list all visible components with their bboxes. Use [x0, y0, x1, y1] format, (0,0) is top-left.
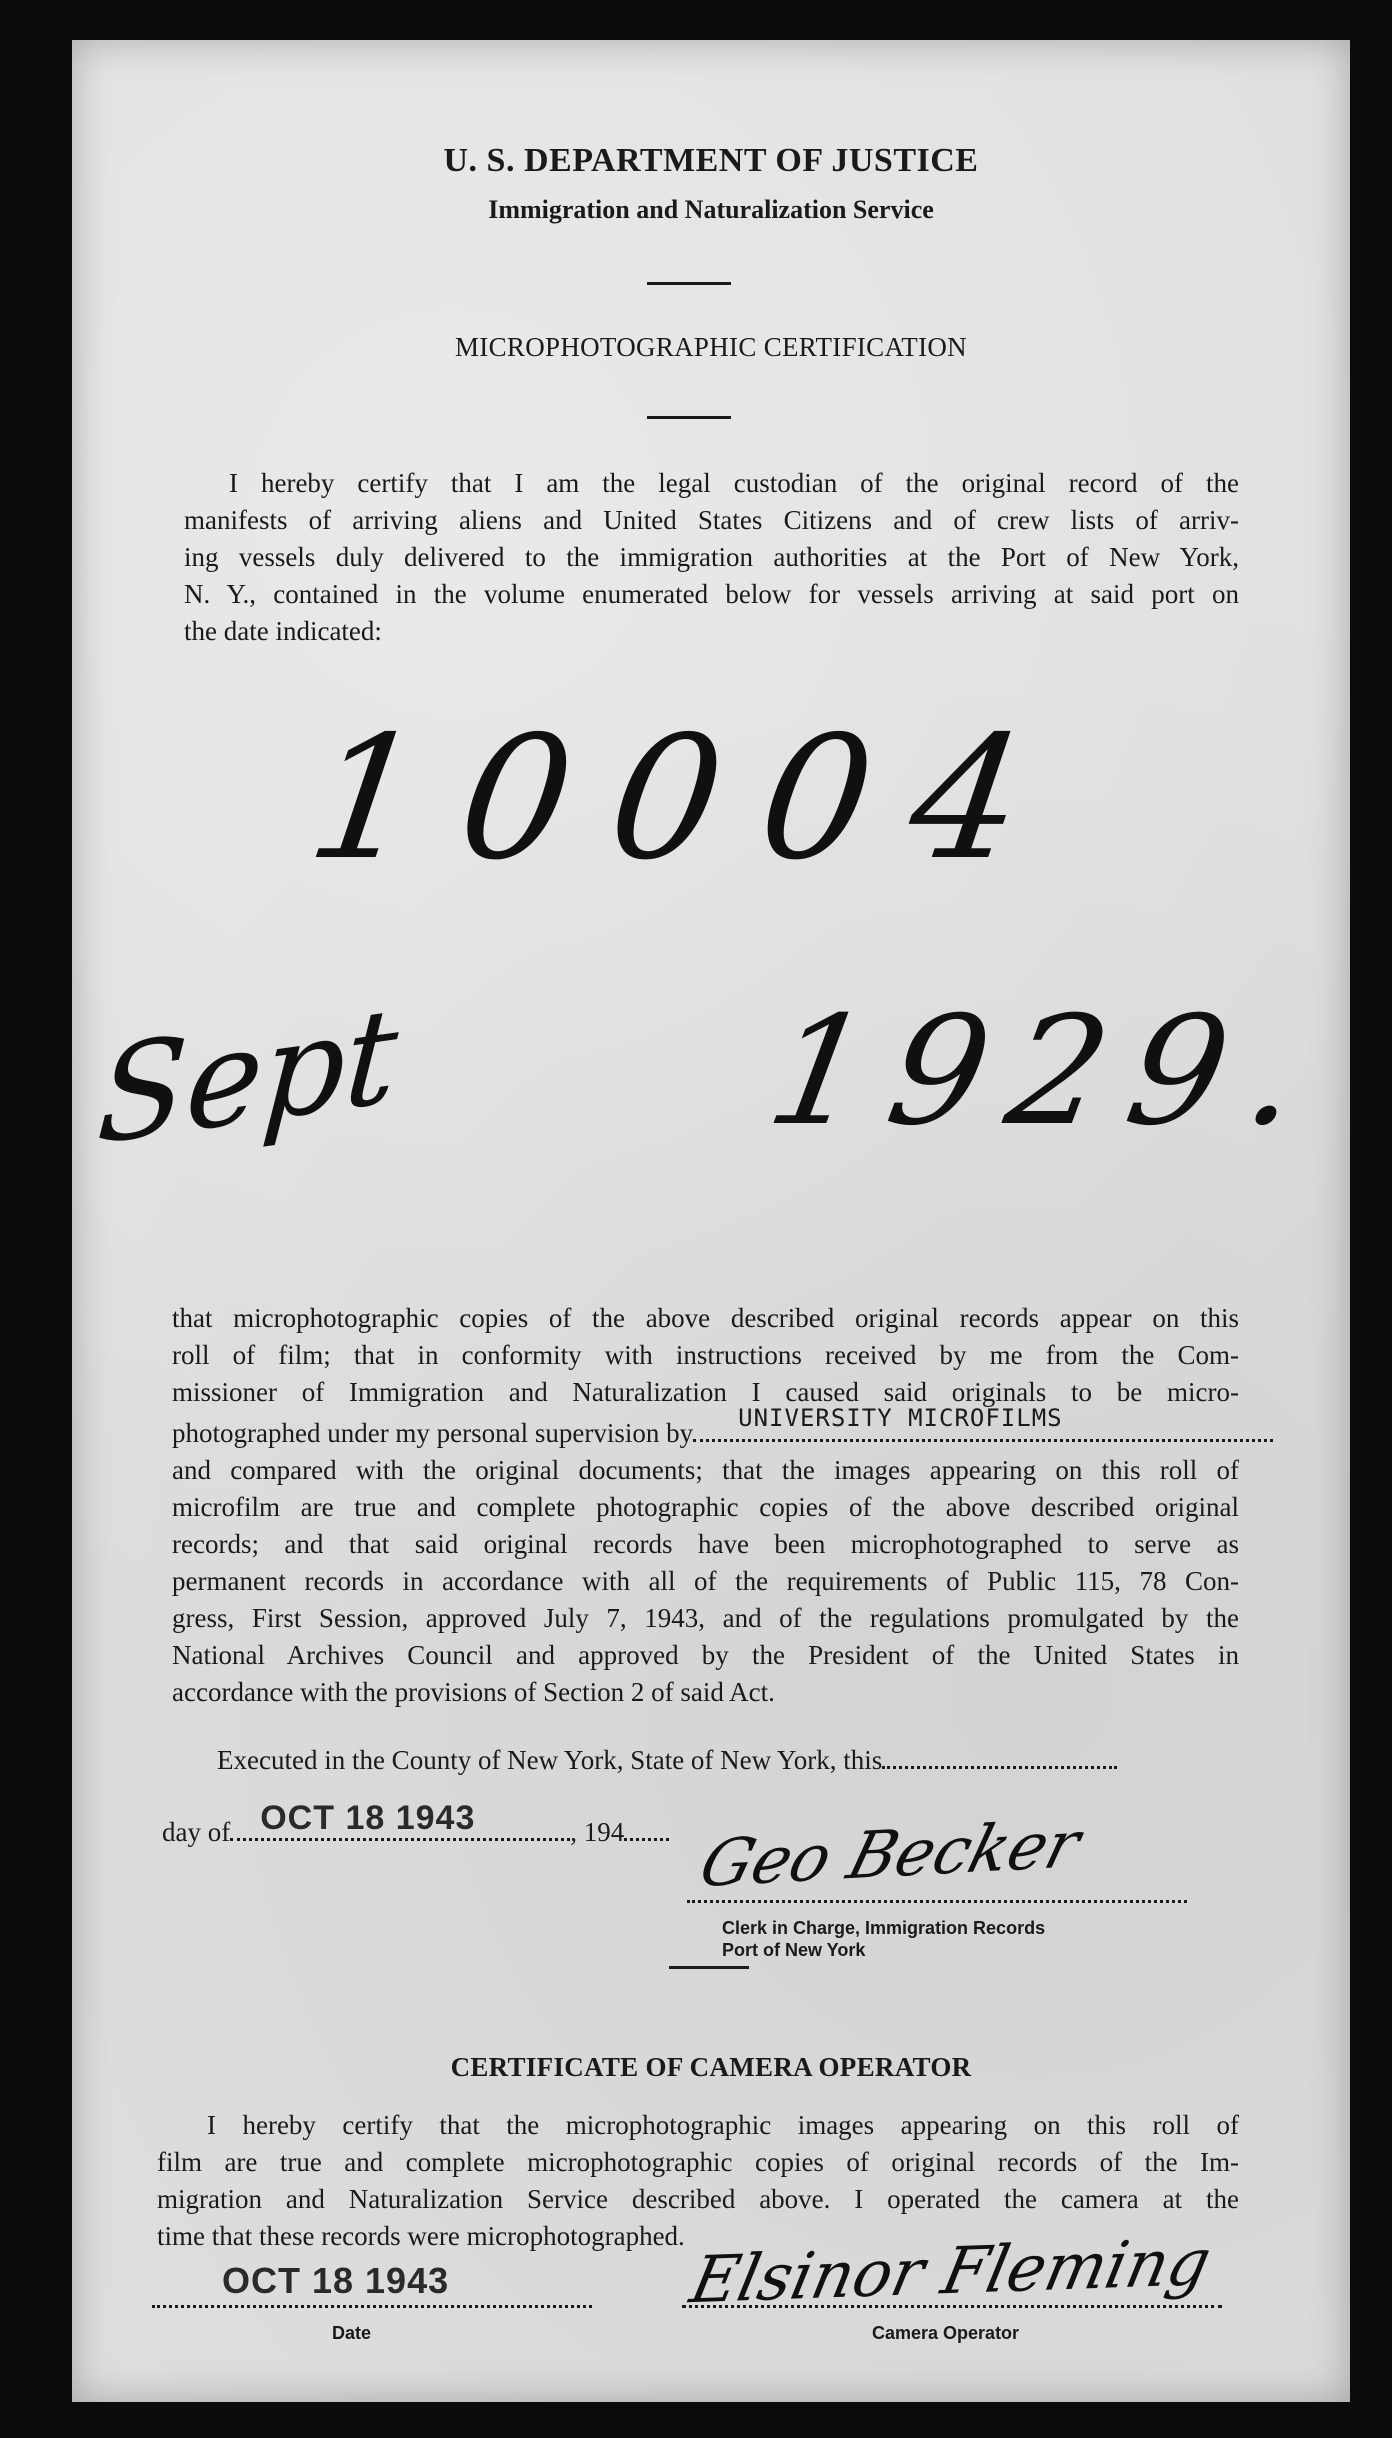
handwritten-month: Sept: [93, 977, 403, 1175]
executed-text: Executed in the County of New York, State of New York, this: [217, 1745, 883, 1775]
body-line: accordance with the provisions of Section 2 of said Act.: [172, 1677, 775, 1707]
agency-title: U. S. DEPARTMENT OF JUSTICE: [443, 142, 979, 179]
microfilm-company-stamp: UNIVERSITY MICROFILMS: [738, 1404, 1063, 1432]
body-line: missioner of Immigration and Naturalization I caused said originals to be micro-: [172, 1377, 1239, 1407]
body-line: National Archives Council and approved by the President of the United States in: [172, 1640, 1239, 1670]
body-line: permanent records in accordance with all of the requirements of Public 115, 78 Con-: [172, 1566, 1239, 1596]
divider: [647, 416, 731, 419]
intro-line: N. Y., contained in the volume enumerated below for vessels arriving at said port on: [184, 579, 1239, 609]
divider: [647, 282, 731, 285]
handwritten-volume-number: 10004: [298, 700, 1077, 898]
service-subtitle: Immigration and Naturalization Service: [488, 195, 934, 224]
divider: [669, 1966, 749, 1969]
day-of-line: [162, 1799, 669, 1848]
certification-title: MICROPHOTOGRAPHIC CERTIFICATION: [455, 332, 967, 362]
clerk-title: Clerk in Charge, Immigration Records: [722, 1918, 1046, 1938]
operator-line: film are true and complete microphotographic copies of original records of the Im-: [157, 2147, 1239, 2177]
operator-section-title: CERTIFICATE OF CAMERA OPERATOR: [450, 2052, 972, 2082]
operator-date-stamp: OCT 18 1943: [222, 2260, 450, 2301]
intro-line: ing vessels duly delivered to the immigration authorities at the Port of New York,: [184, 542, 1239, 572]
year-field: [624, 1838, 669, 1841]
day-of-label: day of: [162, 1817, 231, 1847]
body-line: roll of film; that in conformity with instructions received by me from the Com-: [172, 1340, 1239, 1370]
body-line: microfilm are true and complete photographic copies of the above described original: [172, 1492, 1239, 1522]
executed-line: [217, 1745, 1117, 1776]
date-line: [152, 2305, 592, 2308]
camera-operator-label: Camera Operator: [872, 2323, 1020, 2343]
intro-paragraph: [184, 465, 1239, 650]
year-prefix: , 194: [570, 1817, 625, 1847]
day-field: [882, 1766, 1117, 1769]
intro-line: I hereby certify that I am the legal custodian of the original record of the: [229, 468, 1239, 498]
body-paragraph: [172, 1300, 1239, 1711]
certificate-sheet: [72, 40, 1350, 2402]
signature-line: [687, 1900, 1187, 1903]
operator-line: migration and Naturalization Service described above. I operated the camera at the: [157, 2184, 1239, 2214]
body-line: gress, First Session, approved July 7, 1943, and of the regulations promulgated by the: [172, 1603, 1239, 1633]
operator-signature: Elsinor Fleming: [684, 2225, 1218, 2319]
date-field: [230, 1799, 570, 1841]
company-field: [693, 1404, 1273, 1442]
operator-line: time that these records were microphotographed.: [157, 2221, 685, 2251]
operator-line: I hereby certify that the microphotographic images appearing on this roll of: [207, 2110, 1239, 2140]
intro-line: manifests of arriving aliens and United States Citizens and of crew lists of arriv-: [184, 505, 1239, 535]
handwritten-year: 1929.: [756, 985, 1337, 1159]
clerk-port: Port of New York: [722, 1940, 866, 1960]
date-stamp: OCT 18 1943: [260, 1799, 476, 1837]
body-line: and compared with the original documents; that the images appearing on this roll of: [172, 1455, 1239, 1485]
body-line: records; and that said original records have been microphotographed to serve as: [172, 1529, 1239, 1559]
body-line: photographed under my personal supervision by: [172, 1418, 694, 1448]
body-line-with-company: [172, 1404, 1239, 1452]
intro-line: the date indicated:: [184, 616, 382, 646]
operator-signature-line: [682, 2305, 1222, 2308]
clerk-signature: Geo Becker: [692, 1807, 1088, 1903]
date-label: Date: [332, 2323, 372, 2343]
body-line: that microphotographic copies of the above described original records appear on this: [172, 1303, 1239, 1333]
